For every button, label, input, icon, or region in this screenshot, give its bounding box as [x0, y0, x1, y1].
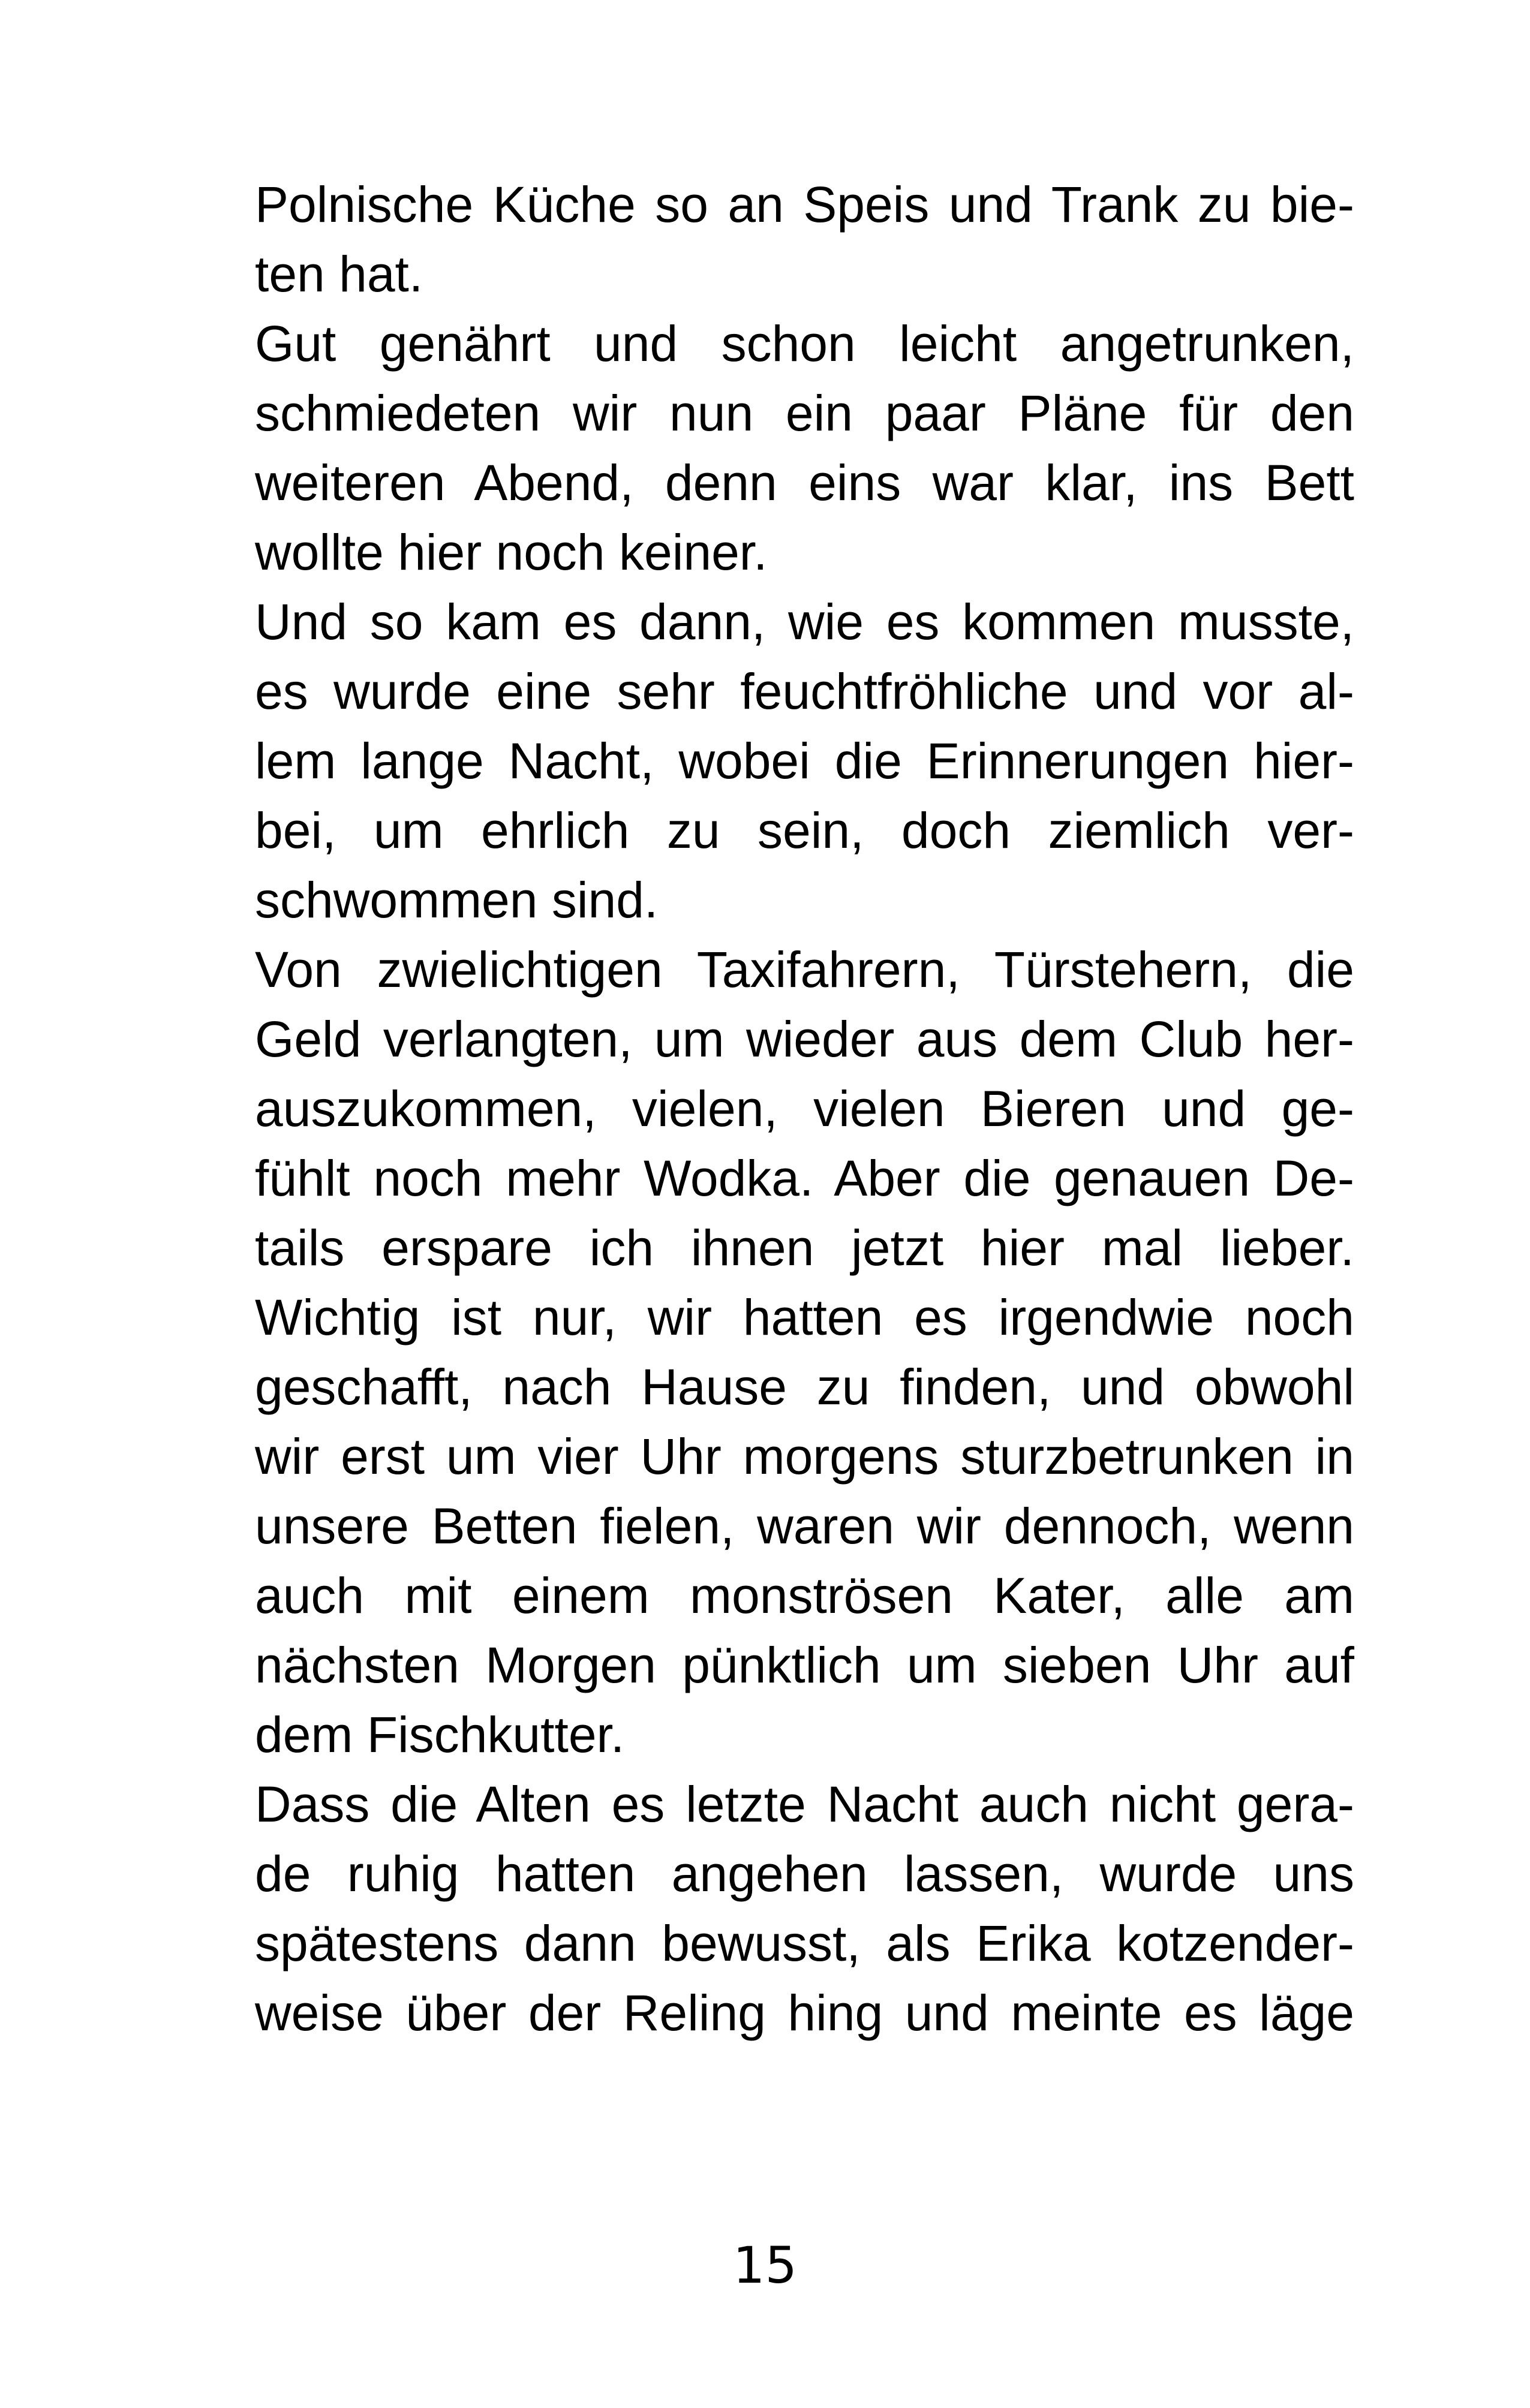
text-line: bei, um ehrlich zu sein, doch ziemlich ver- — [255, 802, 1354, 859]
body-text — [255, 170, 1354, 2048]
text-line: Von zwielichtigen Taxifahrern, Türstehern, die — [255, 941, 1354, 998]
text-line: auszukommen, vielen, vielen Bieren und ge- — [255, 1080, 1354, 1137]
text-line: Dass die Alten es letzte Nacht auch nicht gera- — [255, 1776, 1354, 1832]
text-line: nächsten Morgen pünktlich um sieben Uhr auf — [255, 1637, 1354, 1693]
text-line: schmiedeten wir nun ein paar Pläne für den — [255, 385, 1354, 441]
text-line: de ruhig hatten angehen lassen, wurde uns — [255, 1846, 1354, 1902]
page-number: 15 — [733, 2236, 797, 2295]
text-line: Geld verlangten, um wieder aus dem Club her- — [255, 1011, 1354, 1067]
text-line: weise über der Reling hing und meinte es läge — [255, 1985, 1354, 2041]
text-line: tails erspare ich ihnen jetzt hier mal lieber. — [255, 1220, 1354, 1276]
text-line: dem Fischkutter. — [255, 1706, 625, 1763]
text-line: weiteren Abend, denn eins war klar, ins Bett — [255, 454, 1354, 511]
text-line: geschafft, nach Hause zu finden, und obwohl — [255, 1359, 1354, 1415]
text-line: auch mit einem monströsen Kater, alle am — [255, 1567, 1354, 1624]
text-line: fühlt noch mehr Wodka. Aber die genauen De- — [255, 1150, 1354, 1206]
text-line: lem lange Nacht, wobei die Erinnerungen hier- — [255, 733, 1354, 789]
text-line: wir erst um vier Uhr morgens sturzbetrunken in — [255, 1428, 1354, 1485]
text-line: schwommen sind. — [255, 872, 659, 928]
text-line: es wurde eine sehr feuchtfröhliche und vor al- — [255, 663, 1354, 720]
text-line: ten hat. — [255, 246, 423, 302]
text-line: unsere Betten fielen, waren wir dennoch, wenn — [255, 1498, 1354, 1554]
text-line: Und so kam es dann, wie es kommen musste, — [255, 594, 1354, 650]
text-line: Gut genährt und schon leicht angetrunken, — [255, 315, 1354, 372]
text-line: Wichtig ist nur, wir hatten es irgendwie noch — [255, 1289, 1354, 1346]
text-line: Polnische Küche so an Speis und Trank zu bie- — [255, 176, 1354, 233]
text-line: spätestens dann bewusst, als Erika kotzender- — [255, 1915, 1354, 1971]
text-line: wollte hier noch keiner. — [255, 524, 768, 580]
